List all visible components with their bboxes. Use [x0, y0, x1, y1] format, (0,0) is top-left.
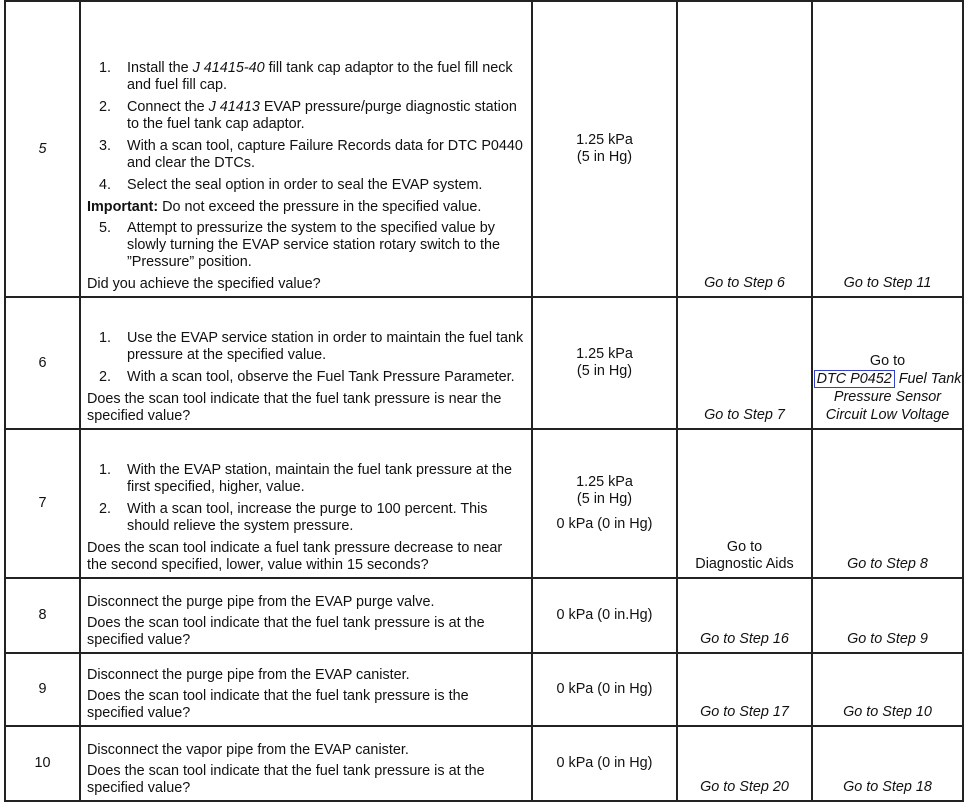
action-list	[87, 462, 525, 535]
action-cell	[80, 1, 532, 297]
step-number: 7	[5, 429, 80, 578]
diagnostic-table	[4, 0, 964, 802]
no-action: Go to Step 9	[812, 578, 963, 653]
tool-reference: J 41415-40	[192, 60, 265, 76]
action-cell	[80, 429, 532, 578]
list-item: 2. With a scan tool, observe the Fuel Tank Pressure Parameter.	[99, 369, 515, 385]
no-action: Go to Step 8	[812, 429, 963, 578]
value-cell: 0 kPa (0 in Hg)	[532, 726, 677, 801]
no-action: Go to DTC P0452 Fuel Tank Pressure Sensor Circuit Low Voltage	[812, 297, 963, 429]
no-action: Go to Step 10	[812, 653, 963, 726]
list-item: 4. Select the seal option in order to seal the EVAP system.	[99, 177, 483, 193]
step-number: 8	[5, 578, 80, 653]
table-row	[5, 653, 963, 726]
value-cell: 0 kPa (0 in.Hg)	[532, 578, 677, 653]
question-text: Does the scan tool indicate that the fuel tank pressure is near the specified value?	[87, 391, 502, 424]
yes-action: Go to Step 6	[677, 1, 812, 297]
action-cell	[80, 653, 532, 726]
no-action: Go to Step 11	[812, 1, 963, 297]
list-item: 1. With the EVAP station, maintain the fuel tank pressure at the first specified, higher, value.	[99, 462, 513, 495]
important-note: Important: Do not exceed the pressure in the specified value.	[87, 199, 482, 215]
action-cell	[80, 297, 532, 429]
step-number: 10	[5, 726, 80, 801]
yes-action: Go to Step 17	[677, 653, 812, 726]
dtc-link[interactable]: DTC P0452	[814, 370, 895, 388]
yes-action: Go to Step 20	[677, 726, 812, 801]
question-text: Did you achieve the specified value?	[87, 276, 321, 292]
instruction-text: Disconnect the purge pipe from the EVAP canister.	[87, 667, 410, 683]
action-list	[87, 220, 525, 271]
question-text: Does the scan tool indicate that the fuel tank pressure is at the specified value?	[87, 763, 485, 796]
value-cell: 0 kPa (0 in Hg)	[532, 653, 677, 726]
action-cell	[80, 726, 532, 801]
list-item: 2. With a scan tool, increase the purge to 100 percent. This should relieve the system pressure.	[99, 501, 488, 534]
value-cell: 1.25 kPa (5 in Hg) 0 kPa (0 in Hg)	[532, 429, 677, 578]
list-item: 2. Connect the J 41413 EVAP pressure/purge diagnostic station to the fuel tank cap adaptor.	[99, 99, 517, 132]
instruction-text: Disconnect the vapor pipe from the EVAP canister.	[87, 742, 409, 758]
question-text: Does the scan tool indicate a fuel tank pressure decrease to near the second specified, lower, value within 15 seconds?	[87, 540, 503, 573]
question-text: Does the scan tool indicate that the fuel tank pressure is at the specified value?	[87, 615, 485, 648]
list-item: 1. Use the EVAP service station in order to maintain the fuel tank pressure at the specified value.	[99, 330, 524, 363]
no-action: Go to Step 18	[812, 726, 963, 801]
list-item: 3. With a scan tool, capture Failure Records data for DTC P0440 and clear the DTCs.	[99, 138, 523, 171]
value-cell: 1.25 kPa (5 in Hg)	[532, 1, 677, 297]
list-item: 1. Install the J 41415-40 fill tank cap adaptor to the fuel fill neck and fuel fill cap.	[99, 60, 513, 93]
step-number: 9	[5, 653, 80, 726]
step-number: 5	[5, 1, 80, 297]
action-list	[87, 330, 525, 386]
step-number: 6	[5, 297, 80, 429]
action-list	[87, 60, 525, 194]
table-row	[5, 578, 963, 653]
table-row	[5, 726, 963, 801]
yes-action: Go to Diagnostic Aids	[677, 429, 812, 578]
question-text: Does the scan tool indicate that the fuel tank pressure is the specified value?	[87, 688, 469, 721]
yes-action: Go to Step 7	[677, 297, 812, 429]
table-row	[5, 297, 963, 429]
yes-action: Go to Step 16	[677, 578, 812, 653]
value-cell: 1.25 kPa (5 in Hg)	[532, 297, 677, 429]
tool-reference: J 41413	[208, 99, 260, 115]
list-item: 5. Attempt to pressurize the system to the specified value by slowly turning the EVAP service station rotary switch to the ”Pressure” position.	[99, 220, 500, 270]
table-row	[5, 429, 963, 578]
action-cell	[80, 578, 532, 653]
instruction-text: Disconnect the purge pipe from the EVAP purge valve.	[87, 594, 435, 610]
table-row	[5, 1, 963, 297]
